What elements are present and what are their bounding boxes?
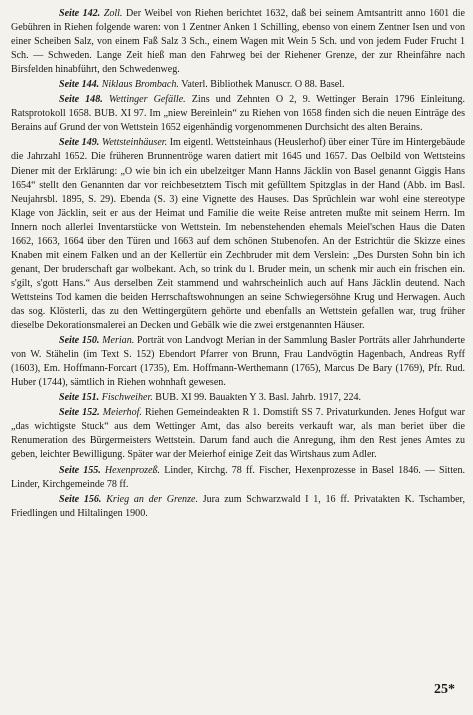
- entry-ref: Seite 148.: [59, 94, 103, 106]
- entry-seite-148: [11, 93, 465, 135]
- entry-title: Meierhof.: [102, 407, 142, 419]
- entry-ref: Seite 149.: [59, 137, 100, 149]
- entry-title: Wettsteinhäuser.: [101, 137, 168, 149]
- entry-seite-149: [11, 136, 465, 333]
- entry-text: Porträt von Landvogt Merian in der Sammlung Basler Porträts aller Jahrhunderte von W. Stähelin (im Text S. 152) Ebendort Pfarrer von Brunn, Frau Landvögtin Hagenbach, Andreas Ryff (1603), Em. Hoffmann-Forcart (1735), Em. Hoffmann-Werthemann (1765), Marcus De Bary (1769), Pfr. Rud. Huber (1744), sämtlich in Riehen wohnhaft gewesen.: [11, 335, 466, 389]
- entry-seite-151: [11, 391, 465, 405]
- entry-ref: Seite 151.: [59, 392, 100, 404]
- entry-ref: Seite 142.: [59, 8, 101, 19]
- entry-text: Der Weibel von Riehen berichtet 1632, daß bei seinem Amtsantritt anno 1601 die Gebühren in Riehen folgende waren: von 1 Zentner Anken 1 Schilling, ebenso von einem Zentner Isen und von einer Scheiben Salz, von einem Faß Salz 3 Sch., einem Wagen mit Wein 5 Sch. und von jedem Fuder Frucht 1 Sch. — Schweden. Lange Zeit hieß man den Fahrweg bei der Riehener Grenze, der zur Rheinfähre nach Birsfelden hinabführt, den Schwedenweg.: [11, 8, 465, 76]
- entry-title: Fischweiher.: [101, 392, 153, 404]
- entry-ref: Seite 155.: [59, 464, 101, 476]
- entry-text: Jura zum Schwarzwald I 1, 16 ff. Privatakten K. Tschamber, Friedlingen und Hiltalingen 1900.: [11, 493, 466, 519]
- entry-title: Zoll.: [103, 8, 123, 19]
- page-number: 25*: [434, 682, 455, 697]
- entry-seite-156: [11, 493, 465, 521]
- entry-seite-142: [11, 7, 465, 77]
- entry-text: Zins und Zehnten O 2, 9. Wettinger Berain 1796 Einleitung. Ratsprotokoll 1658. BUB. XI 97. Im „niew Bereinlein“ zu Riehen von 1658 finden sich die neuen Einträge des Berains auf Grund der von Wettstein 1652 eigenhändig vorgenommenen Durchsicht des alten Berains.: [11, 94, 465, 134]
- entry-seite-150: [11, 334, 465, 390]
- entry-title: Krieg an der Grenze.: [106, 493, 198, 505]
- entry-ref: Seite 144.: [59, 79, 100, 91]
- entry-seite-155: [11, 464, 465, 492]
- entry-title: Niklaus Brombach.: [101, 79, 179, 91]
- entry-ref: Seite 150.: [59, 335, 100, 347]
- entry-title: Hexenprozeß.: [104, 464, 161, 476]
- entry-text: Linder, Kirchg. 78 ff. Fischer, Hexenprozesse in Basel 1846. — Sitten. Linder, Kirchgemeinde 78 ff.: [11, 464, 465, 490]
- entry-ref: Seite 156.: [59, 493, 102, 505]
- entry-seite-152: [11, 406, 465, 462]
- entry-seite-144: [11, 78, 465, 92]
- entry-text: BUB. XI 99. Bauakten Y 3. Basl. Jahrb. 1917, 224.: [155, 392, 362, 404]
- entry-text: Im eigentl. Wettsteinhaus (Heuslerhof) über einer Türe im Hintergebäude die Jahrzahl 1652. Die früheren Brunnentröge waren datiert mit 1645 und 1657. Das Oelbild von Wettsteins Diener mit der Erklärung: „O wie bin ich ein ubelzeitger Mann Hanns Jäcklin von Basel genannt Giggis Hans 1654“ stellt den Genannten dar vor reichbesetztem Tisch mit gefülltem Spitzglas in der Hand (Abb. im Basl. Neujahrsbl. 1895, S. 29). Ebenda (S. 3) eine Vignette des Hauses. Das Sprüchlein war wohl eine stereotype Klage von Jäcklin, seit er aus der Heimat und Familie die weite Reise antreten mußte mit seinem Herrn. Im Innern noch allerlei Inventarstücke von Wettstein. Im nebenstehenden ehemals Meiel'schen Haus die Daten 1662, 1663, 1664 über den Türen und 1663 auf dem schönen Stubenofen. An der Estrichtür die Skizze eines Knaben mit einem Falken und an der Kellertür ein Zechbruder mit dem Verslein: „Des Dursten Sohn bin ich genant, Der bruderschaft gar wolbekant. Ach, so trink du l. Bruder mein, un schenk mir auch ein frischen ein. s'gilt, s'gott Hans.“ Aus derselben Zeit stammend und wahrscheinlich auch auf Hans Jäcklin deutend. Nach Wettsteins Tod kamen die beiden Herrschaftswohnungen an seine Schwiegersöhne Krug und Herwagen. Auch das sog. Klösterli, das zu den Wettingergütern gehörte und ebenfalls an Wettstein gefallen war, trug früher dieselbe Dekorationsmalerei an Decken und Gebälk wie die zwei erstgenannten Häuser.: [11, 137, 466, 332]
- entry-text: Riehen Gemeindeakten R 1. Domstift SS 7. Privaturkunden. Jenes Hofgut war „das wichtigste Stuck“ aus dem Wettinger Amt, das also bereits verkauft war, als man beriet über die Renumeration des Bürgermeisters Wettstein. Darum fand auch die Anregung, ihm den Rest jenes Amtes zu geben, leichter Bewilligung. Später war der Meierhof einige Zeit das Wirtshaus zum Adler.: [11, 407, 466, 461]
- entry-title: Wettinger Gefälle.: [108, 94, 186, 106]
- entry-ref: Seite 152.: [59, 407, 100, 419]
- entry-text: Vaterl. Bibliothek Manuscr. O 88. Basel.: [181, 79, 345, 91]
- entry-title: Merian.: [102, 335, 135, 347]
